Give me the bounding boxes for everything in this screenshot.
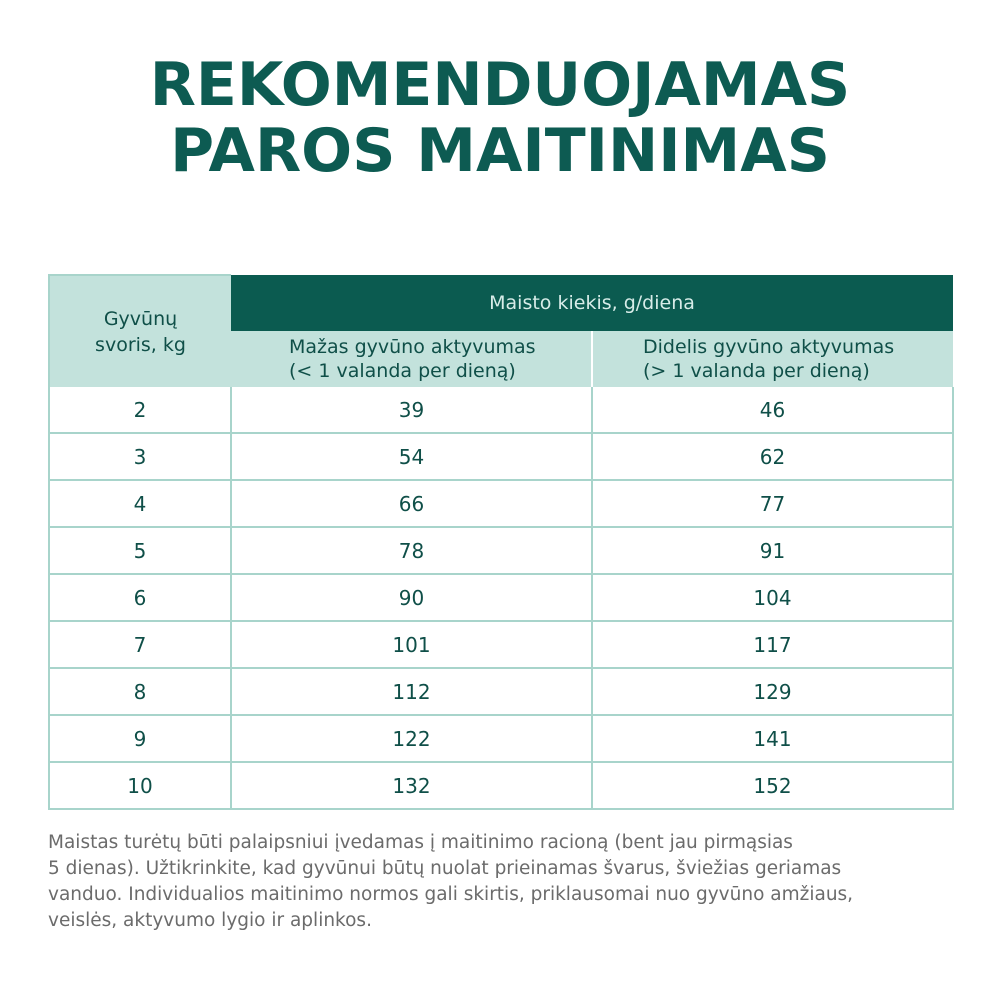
high-activity-cell: 77 (592, 480, 953, 527)
high-activity-line-1: Didelis gyvūno aktyvumas (643, 336, 895, 358)
low-activity-line-1: Mažas gyvūno aktyvumas (289, 336, 536, 358)
high-activity-column-header (592, 331, 953, 387)
weight-cell: 3 (49, 433, 231, 480)
page-title (0, 52, 1000, 184)
table-row (49, 480, 953, 527)
note-line-2: 5 dienas). Užtikrinkite, kad gyvūnui būtų nuolat prieinamas švarus, šviežias geriamas (48, 858, 842, 879)
table-row (49, 762, 953, 809)
weight-header-line-1: Gyvūnų (103, 307, 178, 330)
low-activity-cell: 54 (231, 433, 592, 480)
weight-cell: 6 (49, 574, 231, 621)
weight-cell: 4 (49, 480, 231, 527)
table-row (49, 621, 953, 668)
weight-cell: 7 (49, 621, 231, 668)
weight-header-line-2: svoris, kg (95, 333, 186, 356)
table-row (49, 387, 953, 433)
table-row (49, 527, 953, 574)
high-activity-cell: 104 (592, 574, 953, 621)
low-activity-cell: 132 (231, 762, 592, 809)
table-row (49, 433, 953, 480)
low-activity-cell: 90 (231, 574, 592, 621)
table-row (49, 668, 953, 715)
high-activity-cell: 46 (592, 387, 953, 433)
title-line-1: REKOMENDUOJAMAS (149, 50, 851, 120)
high-activity-cell: 117 (592, 621, 953, 668)
high-activity-cell: 91 (592, 527, 953, 574)
high-activity-cell: 141 (592, 715, 953, 762)
table-row (49, 574, 953, 621)
feeding-table (48, 274, 954, 810)
weight-cell: 10 (49, 762, 231, 809)
high-activity-line-2: (> 1 valanda per dieną) (643, 360, 870, 382)
note-line-4: veislės, aktyvumo lygio ir aplinkos. (48, 910, 372, 931)
low-activity-cell: 112 (231, 668, 592, 715)
weight-cell: 2 (49, 387, 231, 433)
high-activity-cell: 152 (592, 762, 953, 809)
title-line-2: PAROS MAITINIMAS (170, 116, 830, 186)
low-activity-cell: 78 (231, 527, 592, 574)
weight-cell: 8 (49, 668, 231, 715)
weight-column-header (49, 275, 231, 387)
low-activity-line-2: (< 1 valanda per dieną) (289, 360, 516, 382)
table-row (49, 715, 953, 762)
weight-cell: 5 (49, 527, 231, 574)
note-line-3: vanduo. Individualios maitinimo normos gali skirtis, priklausomai nuo gyvūno amžiaus, (48, 884, 854, 905)
feeding-note (48, 830, 968, 934)
weight-cell: 9 (49, 715, 231, 762)
note-line-1: Maistas turėtų būti palaipsniui įvedamas į maitinimo racioną (bent jau pirmąsias (48, 832, 793, 853)
low-activity-cell: 39 (231, 387, 592, 433)
food-amount-group-header: Maisto kiekis, g/diena (231, 275, 953, 331)
high-activity-cell: 62 (592, 433, 953, 480)
low-activity-cell: 101 (231, 621, 592, 668)
low-activity-cell: 66 (231, 480, 592, 527)
low-activity-column-header (231, 331, 592, 387)
low-activity-cell: 122 (231, 715, 592, 762)
high-activity-cell: 129 (592, 668, 953, 715)
